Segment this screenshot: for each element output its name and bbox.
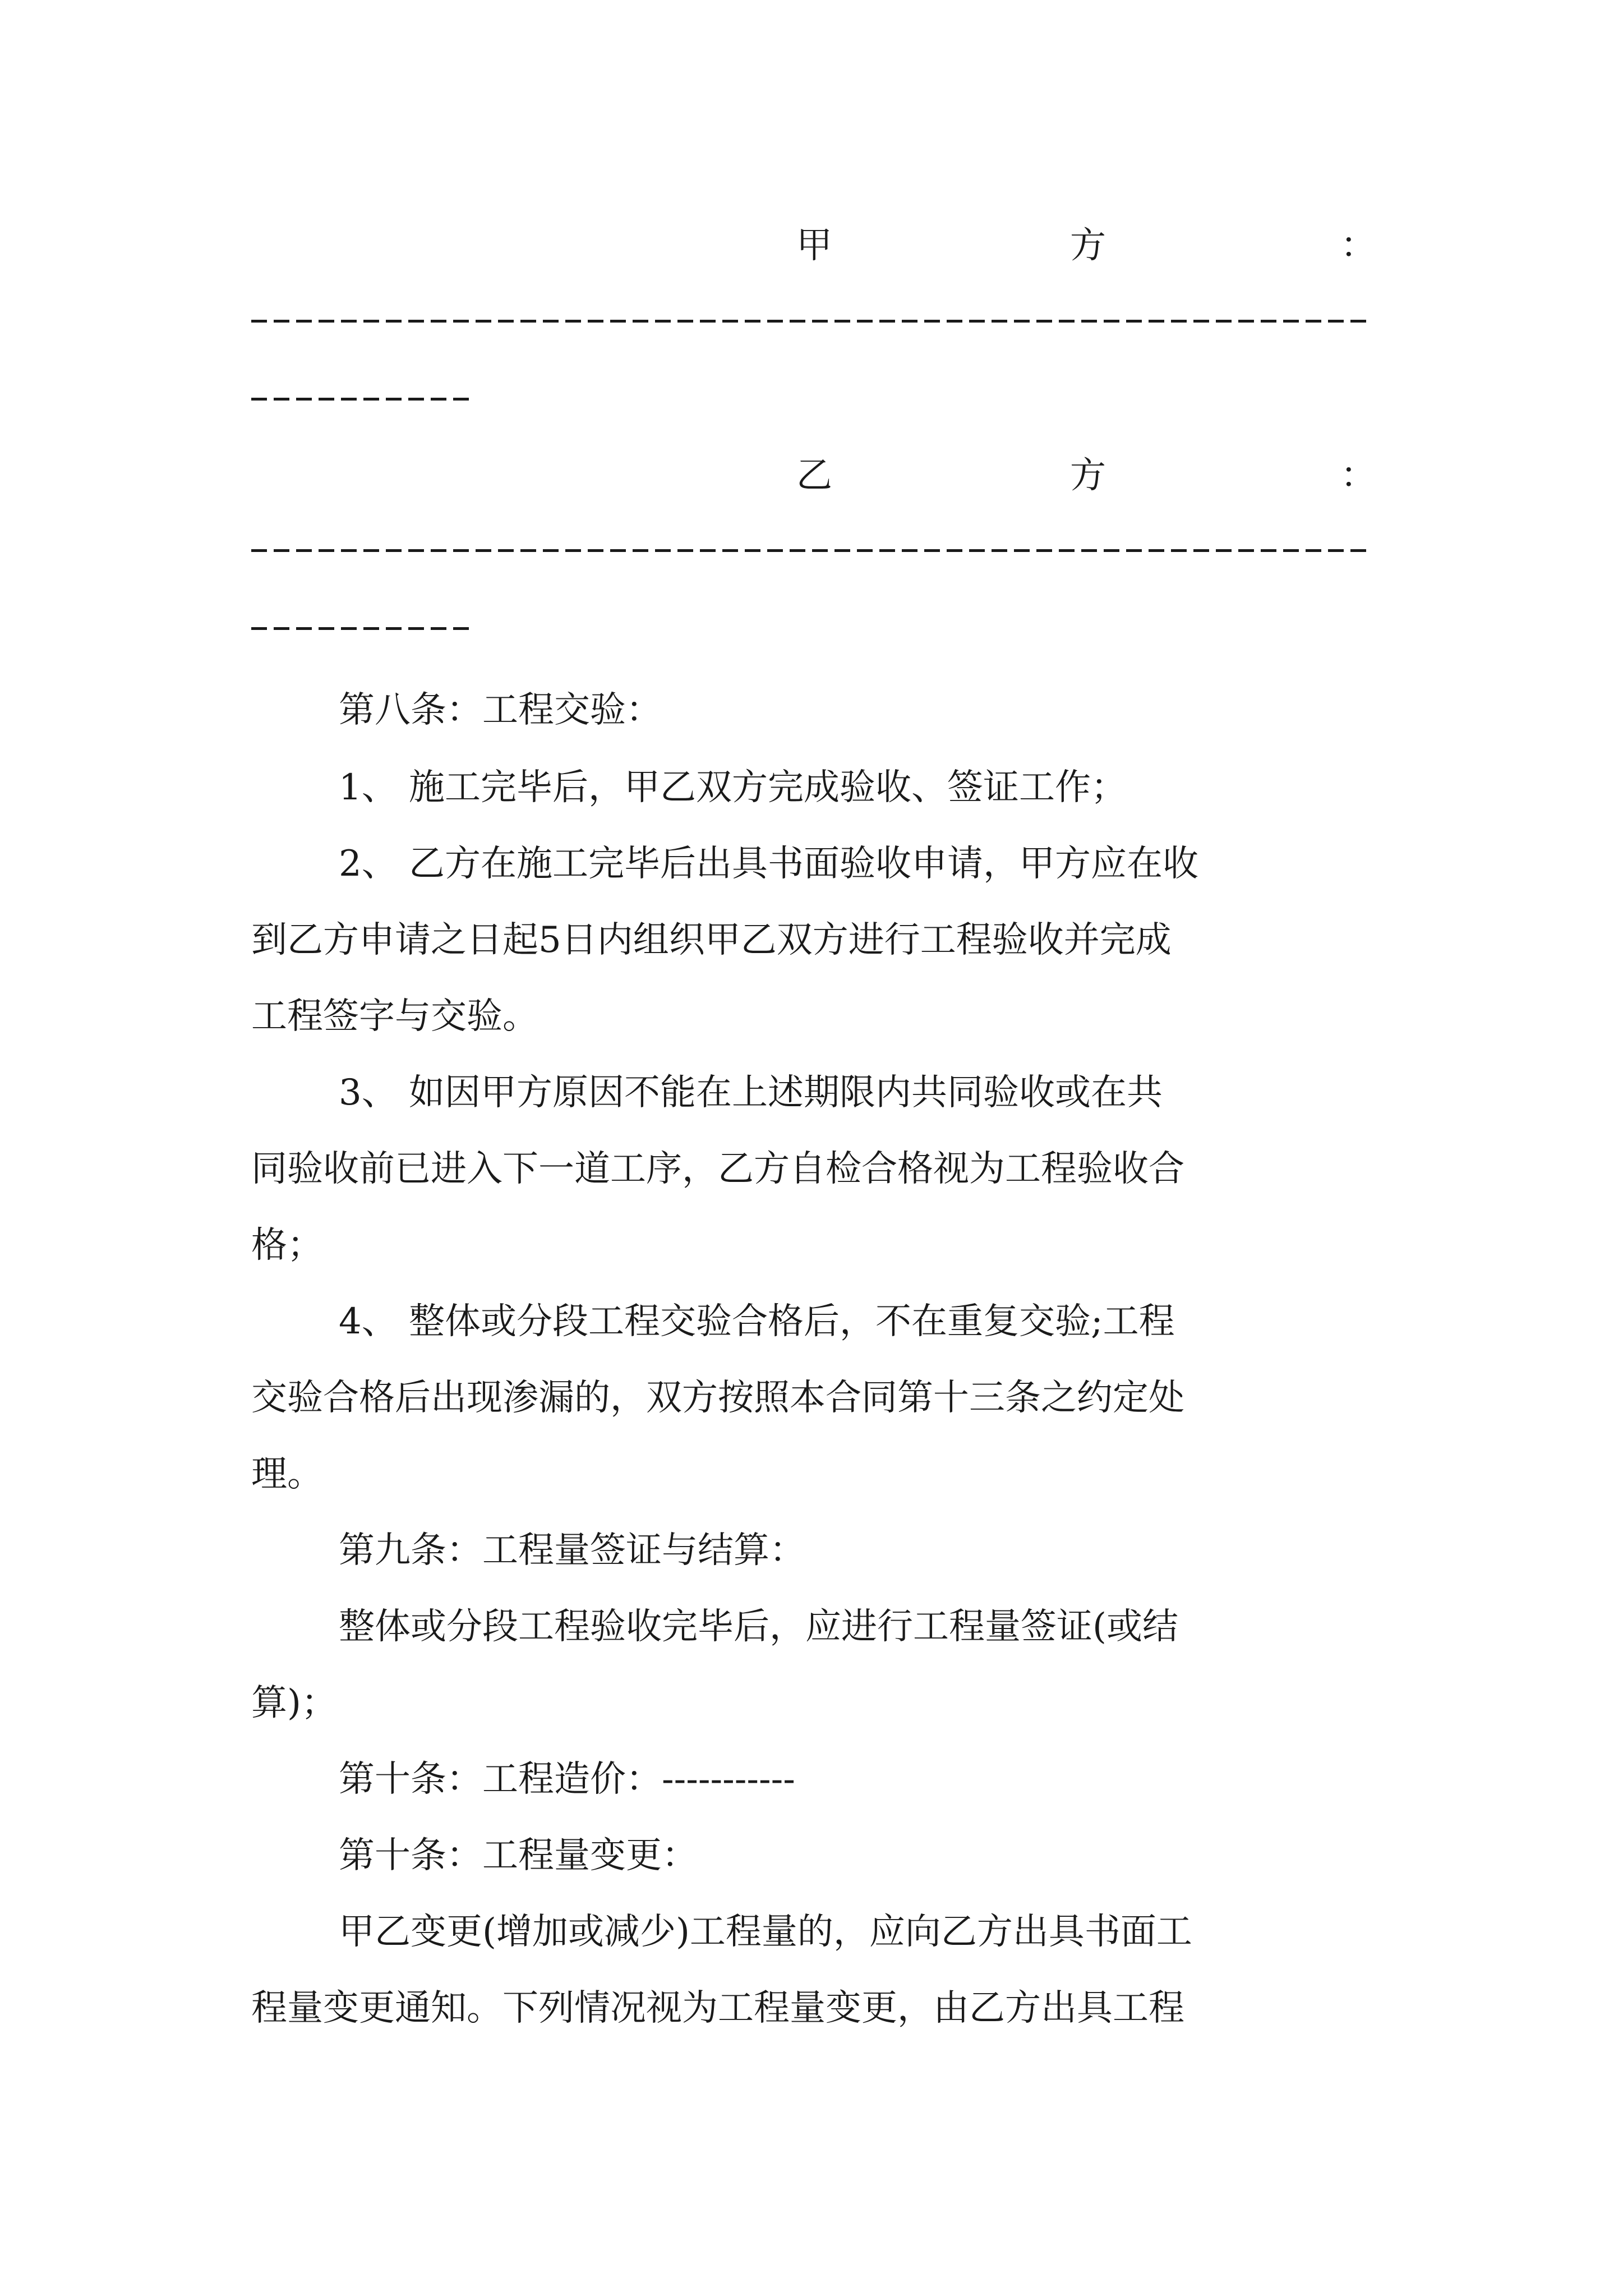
party-a-char1: 甲 <box>796 225 832 266</box>
party-a-blank-line-1 <box>251 320 1371 323</box>
party-b-char2: 方 <box>1070 455 1106 496</box>
article-8-item-3-line-1: 3、 如因甲方原因不能在上述期限内共同验收或在共 <box>339 1072 1163 1114</box>
article-9-heading: 第九条：工程量签证与结算： <box>339 1530 805 1571</box>
party-b-char1: 乙 <box>796 455 832 496</box>
article-8-item-4-line-2: 交验合格后出现渗漏的，双方按照本合同第十三条之约定处 <box>251 1377 1184 1419</box>
article-8-item-2-line-3: 工程签字与交验。 <box>251 996 538 1037</box>
article-8-item-4-line-3: 理。 <box>251 1453 323 1495</box>
party-a-colon: ： <box>1340 225 1376 266</box>
article-8-item-4-line-1: 4、 整体或分段工程交验合格后，不在重复交验;工程 <box>339 1301 1175 1342</box>
article-10-body-line-1: 甲乙变更(增加或减少)工程量的，应向乙方出具书面工 <box>339 1911 1192 1953</box>
article-10-change-heading: 第十条：工程量变更： <box>339 1835 698 1876</box>
article-9-body-line-2: 算)； <box>251 1682 337 1724</box>
article-10-body-line-2: 程量变更通知。下列情况视为工程量变更，由乙方出具工程 <box>251 1987 1184 2029</box>
article-8-item-2-line-1: 2、 乙方在施工完毕后出具书面验收申请，甲方应在收 <box>339 843 1199 885</box>
party-a-blank-line-2 <box>251 398 469 401</box>
article-8-item-3-line-2: 同验收前已进入下一道工序，乙方自检合格视为工程验收合 <box>251 1148 1184 1190</box>
party-a-char2: 方 <box>1070 225 1106 266</box>
party-b-colon: ： <box>1340 455 1376 496</box>
article-8-item-2-line-2: 到乙方申请之日起5日内组织甲乙双方进行工程验收并完成 <box>251 919 1172 961</box>
article-8-heading: 第八条：工程交验： <box>339 689 662 731</box>
article-9-body-line-1: 整体或分段工程验收完毕后，应进行工程量签证(或结 <box>339 1606 1178 1648</box>
party-b-blank-line-2 <box>251 627 469 630</box>
article-8-item-3-line-3: 格； <box>251 1225 323 1266</box>
article-8-item-1: 1、 施工完毕后，甲乙双方完成验收、签证工作； <box>339 767 1127 808</box>
party-b-blank-line-1 <box>251 549 1371 552</box>
article-10-price-heading: 第十条：工程造价：----------- <box>339 1759 795 1800</box>
